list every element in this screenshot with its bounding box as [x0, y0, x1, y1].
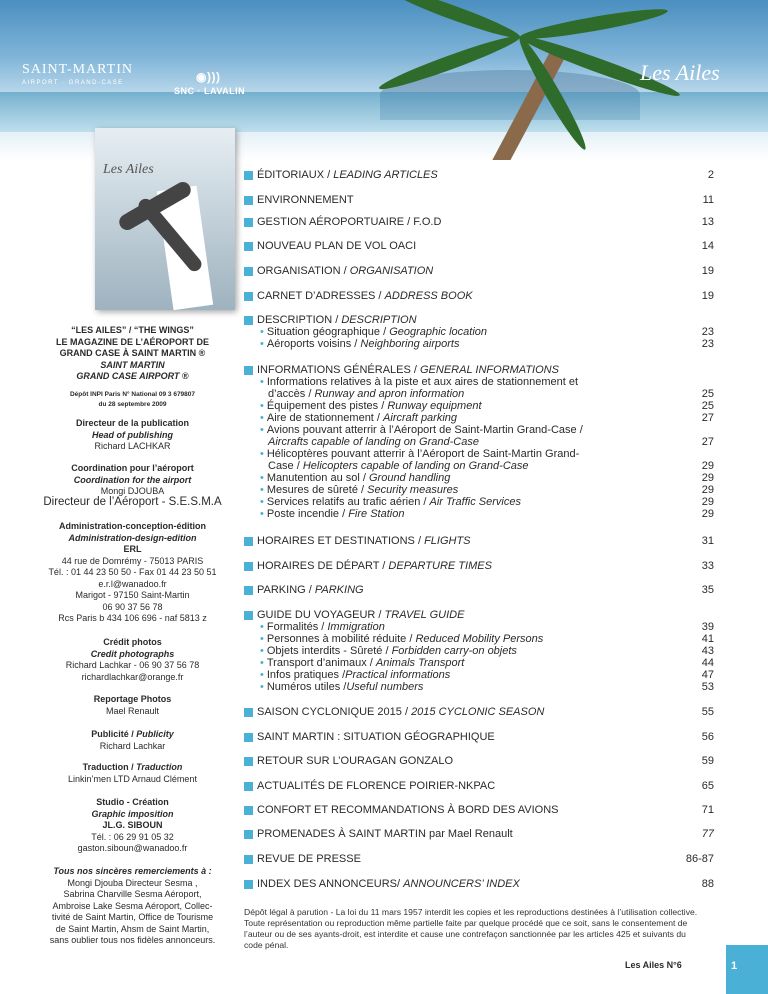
toc-entry-informations[interactable]: INFORMATIONS GÉNÉRALES / GENERAL INFORMATIONS	[244, 364, 714, 378]
translation-credit: Traduction / Traduction Linkin’men LTD Arnaud Clément	[68, 762, 197, 784]
les-ailes-logo: Les Ailes	[640, 60, 720, 85]
toc-entry-description[interactable]: DESCRIPTION / DESCRIPTION	[244, 314, 714, 328]
toc-subentry[interactable]: Case / Helicopters capable of landing on Grand-Case 29	[268, 460, 714, 472]
bullet-square-icon	[244, 855, 253, 864]
toc-entry-revue[interactable]: REVUE DE PRESSE 86-87	[244, 853, 714, 867]
bullet-square-icon	[244, 806, 253, 815]
bullet-square-icon	[244, 757, 253, 766]
toc-subentry[interactable]: • Mesures de sûreté / Security measures 29	[260, 484, 714, 496]
cover-title: Les Ailes	[103, 162, 154, 177]
toc-subentry[interactable]: • Transport d’animaux / Animals Transport 44	[260, 657, 714, 669]
toc-entry-guide[interactable]: GUIDE DU VOYAGEUR / TRAVEL GUIDE	[244, 609, 714, 623]
toc-subentry[interactable]: • Équipement des pistes / Runway equipment 25	[260, 400, 714, 412]
legal-notice: Dépôt légal à parution - La loi du 11 mars 1957 interdit les copies et les reproductions destinées à l’utilisation collective. Toute représentation ou reproduction même partielle faite par quelque procédé que ce soit, sans le consentement de l’auteur ou de ses ayants-droit, est interdite et cause une contrefaçon sanctionnée par les articles 425 et suivants du code pénal.	[244, 907, 698, 950]
page-number: 1	[731, 960, 738, 972]
toc-entry-situation[interactable]: SAINT MARTIN : SITUATION GÉOGRAPHIQUE 56	[244, 731, 714, 745]
toc-subentry[interactable]: • Hélicoptères pouvant atterrir à l’Aéroport de Saint-Martin Grand-	[260, 448, 580, 460]
bullet-square-icon	[244, 733, 253, 742]
toc-subentry[interactable]: • Numéros utiles /Useful numbers 53	[260, 681, 714, 693]
toc-subentry[interactable]: • Situation géographique / Geographic location 23	[260, 326, 714, 338]
toc-subentry[interactable]: • Poste incendie / Fire Station 29	[260, 508, 714, 520]
toc-entry-organisation[interactable]: ORGANISATION / ORGANISATION 19	[244, 265, 714, 279]
palm-frond	[519, 4, 669, 44]
toc-entry-confort[interactable]: CONFORT ET RECOMMANDATIONS À BORD DES AVIONS 71	[244, 804, 714, 818]
airport-director: Directeur de l’Aéroport - S.E.S.M.A	[43, 496, 222, 508]
toc-entry-editoriaux[interactable]: ÉDITORIAUX / LEADING ARTICLES 2	[244, 169, 714, 183]
toc-entry-ouragan[interactable]: RETOUR SUR L’OURAGAN GONZALO 59	[244, 755, 714, 769]
studio-credit: Studio - Création Graphic imposition JL.G. SIBOUN Tél. : 06 29 91 05 32 gaston.siboun@wanadoo.fr	[77, 797, 188, 853]
publicity-credit: Publicité / Publicity Richard Lachkar	[91, 729, 174, 751]
toc-entry-saison[interactable]: SAISON CYCLONIQUE 2015 / 2015 CYCLONIC SEASON 55	[244, 706, 714, 720]
colophon-title: “LES AILES” / “THE WINGS” LE MAGAZINE DE L’AÉROPORT DE GRAND CASE À SAINT MARTIN ® SAINT MARTIN GRAND CASE AIRPORT ®	[55, 325, 209, 381]
toc-subentry[interactable]: • Manutention au sol / Ground handling 29	[260, 472, 714, 484]
photo-report-credit: Reportage Photos Mael Renault	[93, 694, 172, 716]
toc-subentry[interactable]: • Services relatifs au trafic aérien / Air Traffic Services 29	[260, 496, 714, 508]
toc-subentry[interactable]: • Personnes à mobilité réduite / Reduced Mobility Persons 41	[260, 633, 714, 645]
snc-lavalin-logo: ◉))) SNC · LAVALIN	[174, 70, 246, 96]
bullet-square-icon	[244, 316, 253, 325]
toc-subentry[interactable]: d’accès / Runway and apron information 25	[268, 388, 714, 400]
bullet-square-icon	[244, 537, 253, 546]
toc-entry-actualites[interactable]: ACTUALITÉS DE FLORENCE POIRIER-NKPAC 65	[244, 780, 714, 794]
bullet-square-icon	[244, 196, 253, 205]
bullet-square-icon	[244, 267, 253, 276]
bullet-square-icon	[244, 611, 253, 620]
administration-credit: Administration-conception-édition Administration-design-edition ERL 44 rue de Domrémy - 75013 PARIS Tél. : 01 44 23 50 50 - Fax 01 44 23 50 51 e.r.l@wanadoo.fr Marigot - 97150 Saint-Martin 06 90 37 56 78 Rcs Paris b 434 106 696 - naf 5813 z	[48, 521, 217, 623]
toc-entry-horaires[interactable]: HORAIRES ET DESTINATIONS / FLIGHTS 31	[244, 535, 714, 549]
page-number-box	[726, 945, 768, 994]
palm-frond	[386, 0, 522, 44]
toc-entry-environnement[interactable]: ENVIRONNEMENT 11	[244, 194, 714, 208]
bullet-square-icon	[244, 830, 253, 839]
toc-subentry[interactable]: • Avions pouvant atterrir à l’Aéroport de Saint-Martin Grand-Case /	[260, 424, 583, 436]
bullet-square-icon	[244, 366, 253, 375]
toc-subentry[interactable]: • Formalités / Immigration 39	[260, 621, 714, 633]
bullet-square-icon	[244, 292, 253, 301]
bullet-square-icon	[244, 586, 253, 595]
toc-subentry[interactable]: • Informations relatives à la piste et aux aires de stationnement et	[260, 376, 579, 388]
bullet-square-icon	[244, 708, 253, 717]
inpi-deposit: Dépôt INPI Paris N° National 09 3 679807 du 28 septembre 2009	[69, 391, 196, 408]
coordination-credit: Coordination pour l’aéroport Coordination for the airport Mongi DJOUBA	[71, 463, 194, 496]
toc-entry-carnet[interactable]: CARNET D’ADRESSES / ADDRESS BOOK 19	[244, 290, 714, 304]
toc-entry-depart[interactable]: HORAIRES DE DÉPART / DEPARTURE TIMES 33	[244, 560, 714, 574]
toc-entry-parking[interactable]: PARKING / PARKING 35	[244, 584, 714, 598]
magazine-cover	[95, 128, 235, 310]
bullet-square-icon	[244, 242, 253, 251]
publisher-credit: Directeur de la publication Head of publishing Richard LACHKAR	[75, 418, 190, 451]
bullet-square-icon	[244, 562, 253, 571]
toc-subentry[interactable]: • Aéroports voisins / Neighboring airports 23	[260, 338, 714, 350]
toc-subentry[interactable]: • Objets interdits - Sûreté / Forbidden carry-on objets 43	[260, 645, 714, 657]
toc-entry-gestion[interactable]: GESTION AÉROPORTUAIRE / F.O.D 13	[244, 216, 714, 230]
saint-martin-airport-logo: SAINT-MARTIN AIRPORT · GRAND-CASE	[22, 62, 133, 86]
toc-entry-promenades[interactable]: PROMENADES À SAINT MARTIN par Mael Renault 77	[244, 828, 714, 842]
sea	[0, 92, 768, 132]
footer-magazine-issue: Les Ailes N°6	[625, 960, 682, 970]
bullet-square-icon	[244, 782, 253, 791]
bullet-square-icon	[244, 218, 253, 227]
signal-icon: ◉)))	[196, 70, 221, 84]
toc-subentry[interactable]: Aircrafts capable of landing on Grand-Case 27	[268, 436, 714, 448]
thanks: Tous nos sincères remerciements à : Mongi Djouba Directeur Sesma , Sabrina Charville Sesma Aéroport, Ambroise Lake Sesma Aéroport, Collec- tivité de Saint Martin, Office de Tourisme de Saint Martin, Ahsm de Saint Martin, sans oublier tous nos fidèles annonceurs.	[49, 866, 216, 945]
toc-entry-plan-vol[interactable]: NOUVEAU PLAN DE VOL OACI 14	[244, 240, 714, 254]
toc-subentry[interactable]: • Aire de stationnement / Aircraft parking 27	[260, 412, 714, 424]
toc-subentry[interactable]: • Infos pratiques /Practical informations 47	[260, 669, 714, 681]
toc-entry-index[interactable]: INDEX DES ANNONCEURS/ ANNOUNCERS’ INDEX 88	[244, 878, 714, 892]
photo-credit: Crédit photos Credit photographs Richard Lachkar - 06 90 37 56 78 richardlachkar@orange.fr	[65, 637, 200, 682]
bullet-square-icon	[244, 880, 253, 889]
bullet-square-icon	[244, 171, 253, 180]
